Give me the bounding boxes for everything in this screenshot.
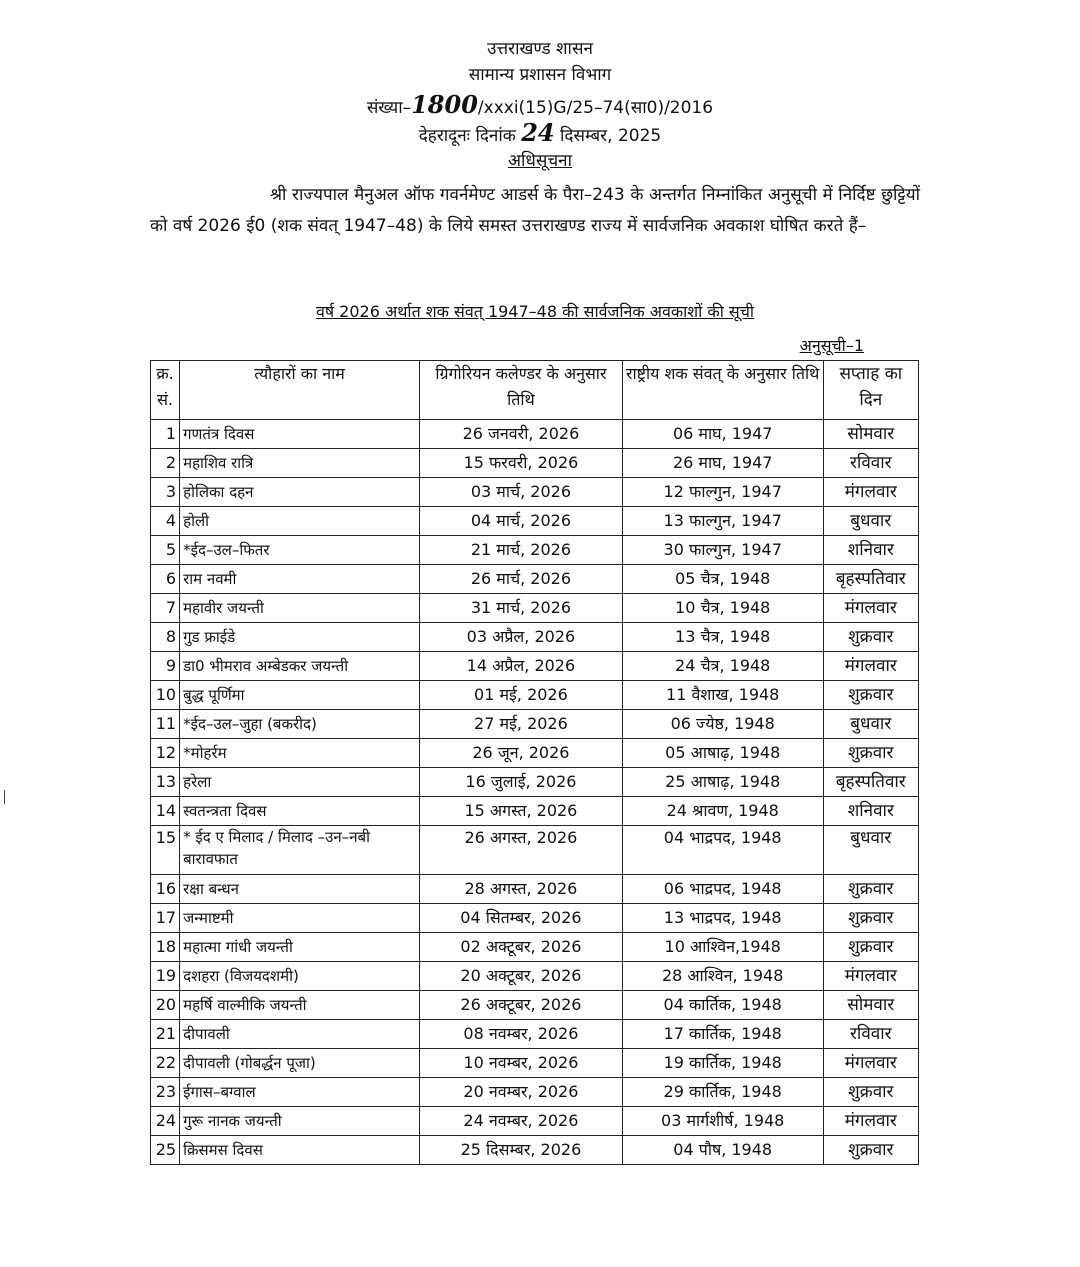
cell-weekday: शुक्रवार: [823, 933, 918, 962]
cell-saka-date: 06 भाद्रपद, 1948: [622, 875, 823, 904]
cell-weekday: बुधवार: [823, 826, 918, 875]
cell-festival-name: गुरू नानक जयन्ती: [180, 1107, 420, 1136]
cell-festival-name: गुड फ्राईडे: [180, 623, 420, 652]
table-row: [151, 962, 919, 991]
table-row: [151, 1136, 919, 1165]
cell-weekday: शुक्रवार: [823, 904, 918, 933]
header-serial: क्र. सं.: [151, 361, 180, 420]
cell-festival-name: *ईद–उल–जुहा (बकरीद): [180, 710, 420, 739]
cell-saka-date: 04 भाद्रपद, 1948: [622, 826, 823, 875]
cell-festival-name: दीपावली: [180, 1020, 420, 1049]
table-row: [151, 933, 919, 962]
cell-weekday: सोमवार: [823, 991, 918, 1020]
cell-serial: 23: [151, 1078, 180, 1107]
table-row: [151, 1107, 919, 1136]
cell-saka-date: 29 कार्तिक, 1948: [622, 1078, 823, 1107]
cell-gregorian-date: 15 अगस्त, 2026: [420, 797, 623, 826]
cell-gregorian-date: 10 नवम्बर, 2026: [420, 1049, 623, 1078]
cell-serial: 15: [151, 826, 180, 875]
table-row: [151, 904, 919, 933]
table-row: [151, 1078, 919, 1107]
cell-festival-name: महात्मा गांधी जयन्ती: [180, 933, 420, 962]
cell-weekday: शनिवार: [823, 797, 918, 826]
cell-serial: 24: [151, 1107, 180, 1136]
cell-gregorian-date: 26 अगस्त, 2026: [420, 826, 623, 875]
header-gregorian-date: ग्रिगोरियन कलेण्डर के अनुसार तिथि: [420, 361, 623, 420]
table-row: [151, 826, 919, 875]
cell-festival-name: राम नवमी: [180, 565, 420, 594]
cell-serial: 4: [151, 507, 180, 536]
intro-paragraph: श्री राज्यपाल मैनुअल ऑफ गवर्नमेण्ट आडर्स के पैरा–243 के अन्तर्गत निम्नांकित अनुसूची में निर्दिष्ट छुट्टियों को वर्ष 2026 ई0 (शक संवत् 1947–48) के लिये समस्त उत्तराखण्ड राज्य में सार्वजनिक अवकाश घोषित करते हैं–: [150, 185, 920, 236]
cell-gregorian-date: 16 जुलाई, 2026: [420, 768, 623, 797]
cell-gregorian-date: 24 नवम्बर, 2026: [420, 1107, 623, 1136]
cell-serial: 2: [151, 449, 180, 478]
cell-weekday: बृहस्पतिवार: [823, 565, 918, 594]
cell-serial: 21: [151, 1020, 180, 1049]
reference-handwritten-number: 1800: [411, 90, 478, 119]
cell-festival-name: ईगास–बग्वाल: [180, 1078, 420, 1107]
cell-weekday: मंगलवार: [823, 652, 918, 681]
cell-serial: 20: [151, 991, 180, 1020]
cell-weekday: मंगलवार: [823, 962, 918, 991]
cell-gregorian-date: 04 मार्च, 2026: [420, 507, 623, 536]
cell-serial: 11: [151, 710, 180, 739]
cell-festival-name: गणतंत्र दिवस: [180, 420, 420, 449]
cell-serial: 3: [151, 478, 180, 507]
cell-gregorian-date: 14 अप्रैल, 2026: [420, 652, 623, 681]
header-saka-date: राष्ट्रीय शक संवत् के अनुसार तिथि: [622, 361, 823, 420]
cell-serial: 5: [151, 536, 180, 565]
cell-saka-date: 28 आश्विन, 1948: [622, 962, 823, 991]
cell-saka-date: 13 चैत्र, 1948: [622, 623, 823, 652]
date-handwritten-day: 24: [521, 118, 555, 147]
cell-festival-name: *ईद–उल–फितर: [180, 536, 420, 565]
cell-weekday: बुधवार: [823, 507, 918, 536]
place-date-prefix: देहरादूनः दिनांक: [418, 126, 516, 146]
cell-saka-date: 26 माघ, 1947: [622, 449, 823, 478]
cell-saka-date: 13 भाद्रपद, 1948: [622, 904, 823, 933]
cell-serial: 17: [151, 904, 180, 933]
cell-weekday: सोमवार: [823, 420, 918, 449]
table-row: [151, 623, 919, 652]
header-festival-name: त्यौहारों का नाम: [180, 361, 420, 420]
cell-gregorian-date: 26 जून, 2026: [420, 739, 623, 768]
cell-saka-date: 24 श्रावण, 1948: [622, 797, 823, 826]
government-name: उत्तराखण्ड शासन: [487, 39, 593, 59]
cell-saka-date: 10 चैत्र, 1948: [622, 594, 823, 623]
department-name: सामान्य प्रशासन विभाग: [468, 65, 612, 85]
table-row: [151, 797, 919, 826]
cell-saka-date: 05 आषाढ़, 1948: [622, 739, 823, 768]
table-row: [151, 507, 919, 536]
cell-gregorian-date: 26 अक्टूबर, 2026: [420, 991, 623, 1020]
cell-serial: 8: [151, 623, 180, 652]
cell-serial: 18: [151, 933, 180, 962]
cell-gregorian-date: 08 नवम्बर, 2026: [420, 1020, 623, 1049]
cell-weekday: शुक्रवार: [823, 875, 918, 904]
table-row: [151, 449, 919, 478]
place-and-date: [0, 118, 1080, 147]
cell-weekday: शनिवार: [823, 536, 918, 565]
cell-weekday: मंगलवार: [823, 478, 918, 507]
holiday-list-title: वर्ष 2026 अर्थात शक संवत् 1947–48 की सार्वजनिक अवकाशों की सूची: [315, 302, 755, 321]
cell-saka-date: 11 वैशाख, 1948: [622, 681, 823, 710]
cell-saka-date: 04 पौष, 1948: [622, 1136, 823, 1165]
cell-festival-name: क्रिसमस दिवस: [180, 1136, 420, 1165]
cell-weekday: शुक्रवार: [823, 1078, 918, 1107]
cell-gregorian-date: 31 मार्च, 2026: [420, 594, 623, 623]
cell-festival-name: बुद्ध पूर्णिमा: [180, 681, 420, 710]
header-weekday: सप्ताह का दिन: [823, 361, 918, 420]
cell-weekday: शुक्रवार: [823, 1136, 918, 1165]
cell-festival-name: रक्षा बन्धन: [180, 875, 420, 904]
table-row: [151, 594, 919, 623]
cell-gregorian-date: 20 नवम्बर, 2026: [420, 1078, 623, 1107]
table-row: [151, 536, 919, 565]
cell-saka-date: 06 ज्येष्ठ, 1948: [622, 710, 823, 739]
cell-saka-date: 25 आषाढ़, 1948: [622, 768, 823, 797]
cell-gregorian-date: 03 मार्च, 2026: [420, 478, 623, 507]
cell-gregorian-date: 25 दिसम्बर, 2026: [420, 1136, 623, 1165]
cell-saka-date: 13 फाल्गुन, 1947: [622, 507, 823, 536]
cell-saka-date: 12 फाल्गुन, 1947: [622, 478, 823, 507]
cell-serial: 25: [151, 1136, 180, 1165]
cell-weekday: शुक्रवार: [823, 681, 918, 710]
cell-serial: 1: [151, 420, 180, 449]
notification-heading: अधिसूचना: [508, 151, 572, 171]
cell-saka-date: 30 फाल्गुन, 1947: [622, 536, 823, 565]
cell-saka-date: 19 कार्तिक, 1948: [622, 1049, 823, 1078]
cell-weekday: मंगलवार: [823, 594, 918, 623]
place-date-suffix: दिसम्बर, 2025: [560, 126, 662, 146]
cell-festival-name: दशहरा (विजयदशमी): [180, 962, 420, 991]
cell-serial: 9: [151, 652, 180, 681]
cell-serial: 12: [151, 739, 180, 768]
cell-saka-date: 10 आश्विन,1948: [622, 933, 823, 962]
cell-saka-date: 06 माघ, 1947: [622, 420, 823, 449]
cell-serial: 6: [151, 565, 180, 594]
cell-saka-date: 17 कार्तिक, 1948: [622, 1020, 823, 1049]
table-header-row: [151, 361, 919, 420]
cell-festival-name: *मोहर्रम: [180, 739, 420, 768]
cell-serial: 16: [151, 875, 180, 904]
reference-number: [0, 90, 1080, 119]
cell-gregorian-date: 20 अक्टूबर, 2026: [420, 962, 623, 991]
cell-serial: 7: [151, 594, 180, 623]
cell-gregorian-date: 26 मार्च, 2026: [420, 565, 623, 594]
cell-weekday: मंगलवार: [823, 1049, 918, 1078]
cell-festival-name: * ईद ए मिलाद / मिलाद –उन–नबी बारावफात: [180, 826, 420, 875]
cell-festival-name: महावीर जयन्ती: [180, 594, 420, 623]
cell-weekday: बुधवार: [823, 710, 918, 739]
cell-serial: 22: [151, 1049, 180, 1078]
cell-serial: 19: [151, 962, 180, 991]
table-row: [151, 991, 919, 1020]
cell-festival-name: स्वतन्त्रता दिवस: [180, 797, 420, 826]
cell-festival-name: होली: [180, 507, 420, 536]
cell-saka-date: 04 कार्तिक, 1948: [622, 991, 823, 1020]
cell-weekday: मंगलवार: [823, 1107, 918, 1136]
cell-gregorian-date: 01 मई, 2026: [420, 681, 623, 710]
table-row: [151, 875, 919, 904]
scan-margin-mark: [4, 790, 5, 804]
cell-festival-name: जन्माष्टमी: [180, 904, 420, 933]
cell-festival-name: होलिका दहन: [180, 478, 420, 507]
cell-weekday: रविवार: [823, 449, 918, 478]
cell-gregorian-date: 21 मार्च, 2026: [420, 536, 623, 565]
cell-festival-name: हरेला: [180, 768, 420, 797]
reference-prefix: संख्या–: [366, 98, 412, 118]
cell-gregorian-date: 04 सितम्बर, 2026: [420, 904, 623, 933]
reference-suffix: /xxxi(15)G/25–74(सा0)/2016: [477, 98, 714, 118]
cell-gregorian-date: 27 मई, 2026: [420, 710, 623, 739]
cell-saka-date: 05 चैत्र, 1948: [622, 565, 823, 594]
cell-festival-name: महाशिव रात्रि: [180, 449, 420, 478]
table-row: [151, 565, 919, 594]
table-row: [151, 1020, 919, 1049]
cell-weekday: शुक्रवार: [823, 739, 918, 768]
cell-serial: 10: [151, 681, 180, 710]
table-row: [151, 652, 919, 681]
table-row: [151, 710, 919, 739]
cell-serial: 14: [151, 797, 180, 826]
table-row: [151, 420, 919, 449]
cell-saka-date: 24 चैत्र, 1948: [622, 652, 823, 681]
cell-saka-date: 03 मार्गशीर्ष, 1948: [622, 1107, 823, 1136]
cell-gregorian-date: 26 जनवरी, 2026: [420, 420, 623, 449]
holiday-table: [150, 360, 919, 1165]
cell-gregorian-date: 02 अक्टूबर, 2026: [420, 933, 623, 962]
table-row: [151, 681, 919, 710]
cell-serial: 13: [151, 768, 180, 797]
table-row: [151, 739, 919, 768]
schedule-label: अनुसूची–1: [799, 336, 864, 355]
table-row: [151, 768, 919, 797]
cell-weekday: रविवार: [823, 1020, 918, 1049]
cell-festival-name: डा0 भीमराव अम्बेडकर जयन्ती: [180, 652, 420, 681]
cell-gregorian-date: 28 अगस्त, 2026: [420, 875, 623, 904]
cell-gregorian-date: 15 फरवरी, 2026: [420, 449, 623, 478]
table-row: [151, 1049, 919, 1078]
cell-festival-name: महर्षि वाल्मीकि जयन्ती: [180, 991, 420, 1020]
cell-weekday: बृहस्पतिवार: [823, 768, 918, 797]
cell-gregorian-date: 03 अप्रैल, 2026: [420, 623, 623, 652]
cell-festival-name: दीपावली (गोबर्द्धन पूजा): [180, 1049, 420, 1078]
cell-weekday: शुक्रवार: [823, 623, 918, 652]
table-row: [151, 478, 919, 507]
